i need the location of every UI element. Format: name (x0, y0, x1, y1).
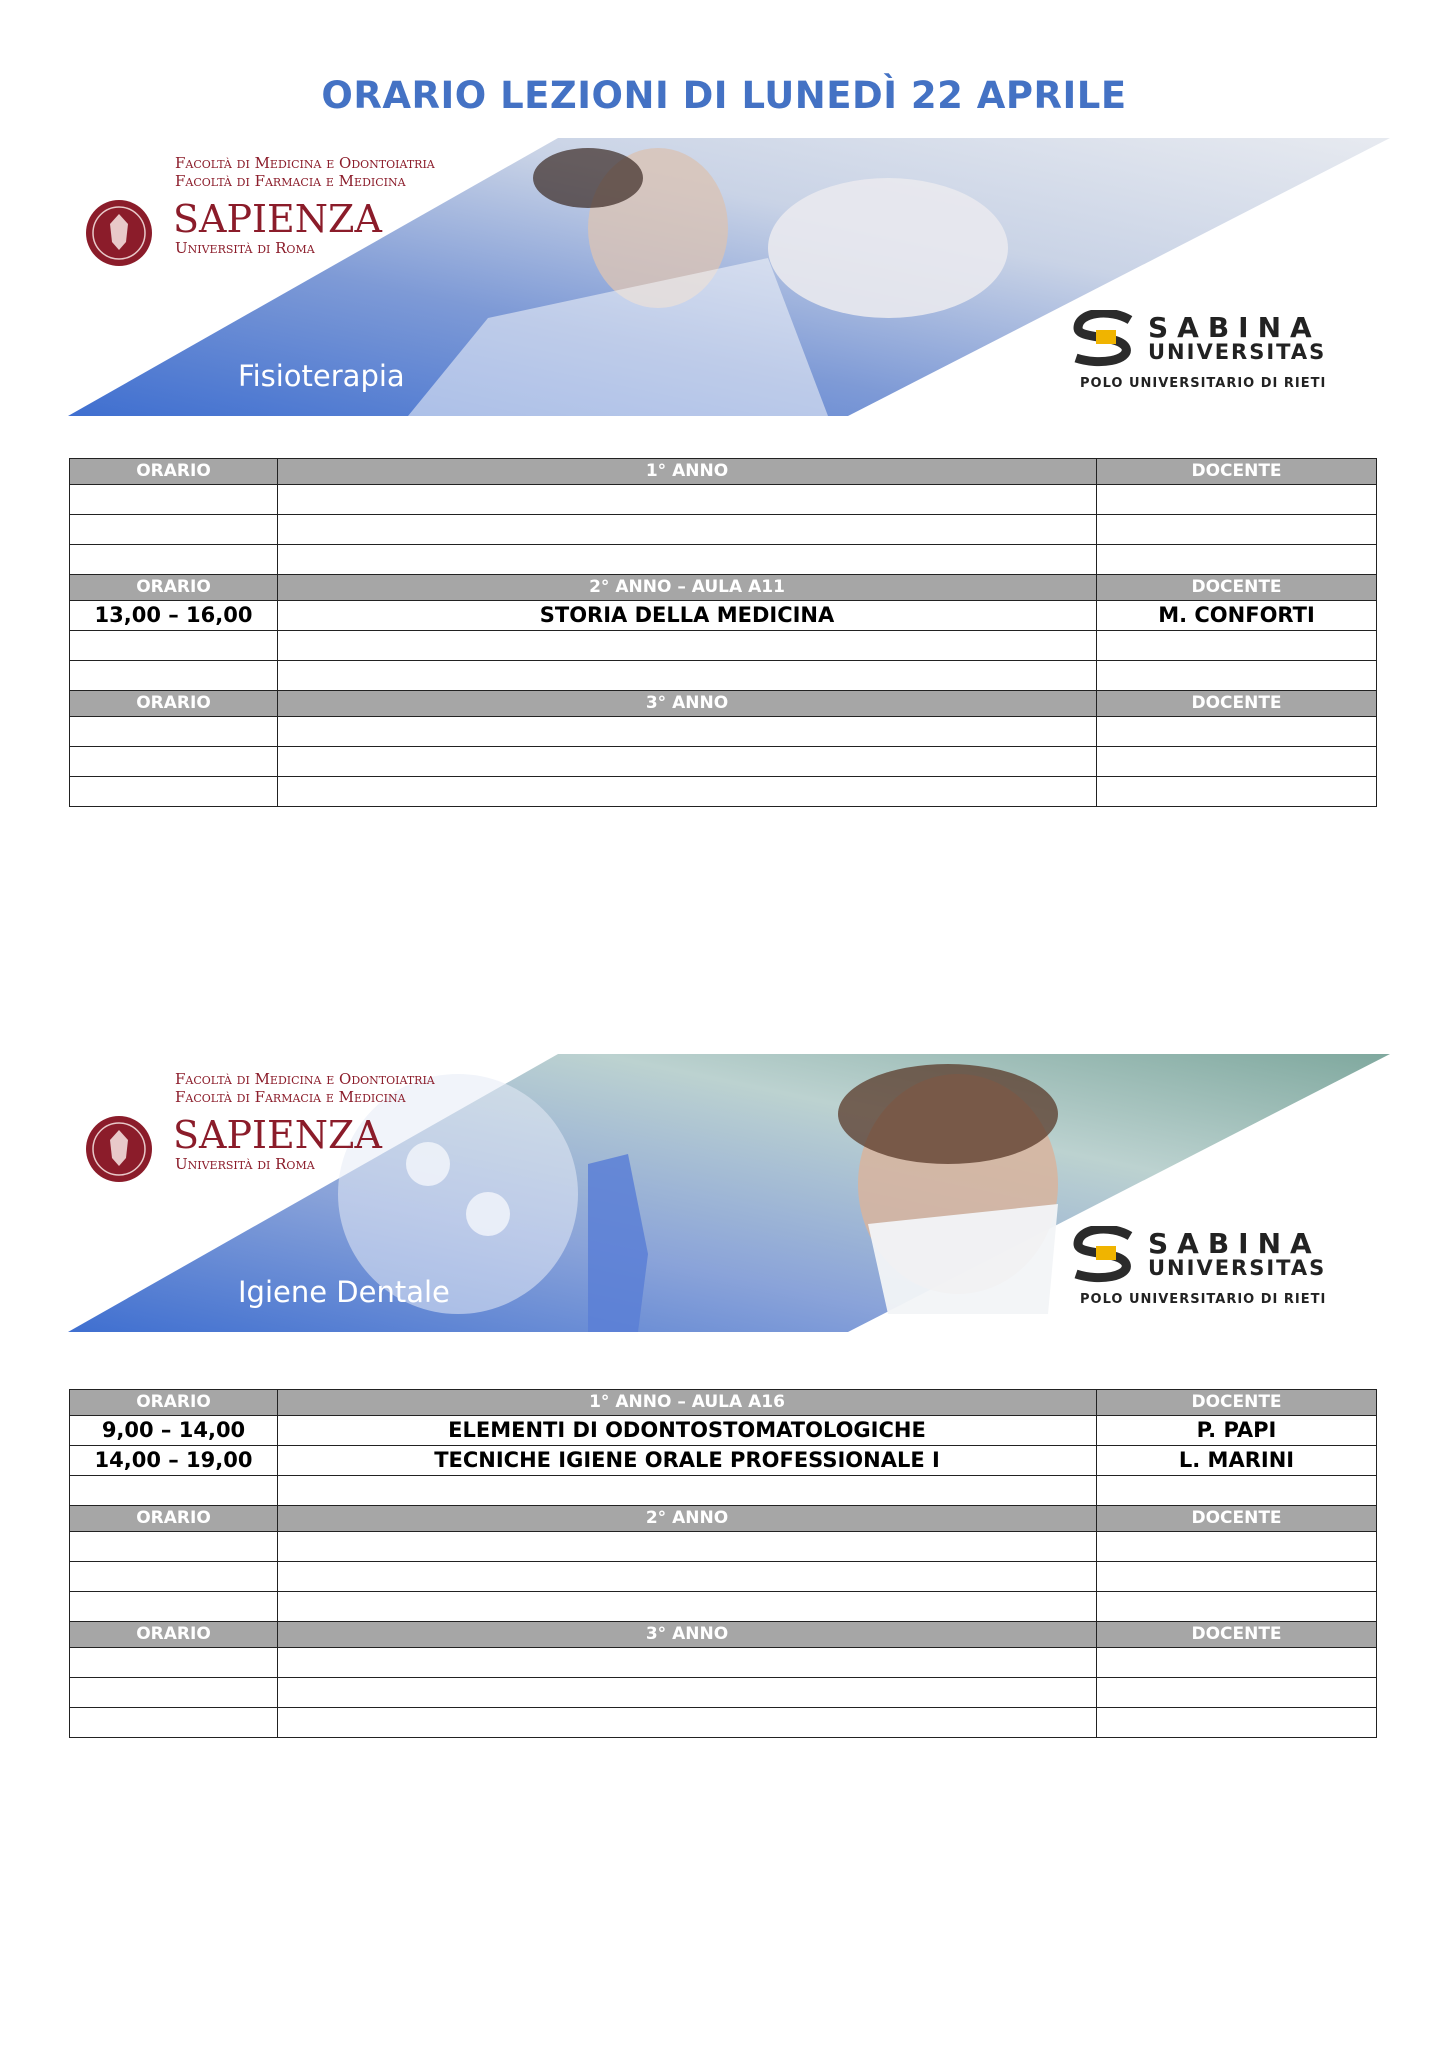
teacher-cell (1097, 631, 1377, 661)
table-row (70, 485, 1377, 515)
course-cell: ELEMENTI DI ODONTOSTOMATOLOGICHE (278, 1416, 1097, 1446)
table-row (70, 1416, 1377, 1446)
course-cell (278, 777, 1097, 807)
sapienza-subtitle: Università di Roma (175, 1155, 315, 1173)
table-row (70, 747, 1377, 777)
table-row (70, 661, 1377, 691)
time-cell: 13,00 – 16,00 (70, 601, 278, 631)
header-cell: DOCENTE (1097, 1622, 1377, 1648)
table-row (70, 717, 1377, 747)
section-header-row (70, 1622, 1377, 1648)
course-cell (278, 1708, 1097, 1738)
course-cell (278, 1678, 1097, 1708)
table-row (70, 777, 1377, 807)
faculty-line-1: Facoltà di Medicina e Odontoiatria (175, 154, 435, 172)
partner-subtitle: POLO UNIVERSITARIO DI RIETI (1080, 1292, 1327, 1307)
section-header-row (70, 575, 1377, 601)
time-cell (70, 1678, 278, 1708)
teacher-cell: L. MARINI (1097, 1446, 1377, 1476)
time-cell: 9,00 – 14,00 (70, 1416, 278, 1446)
header-cell: 3° ANNO (278, 1622, 1097, 1648)
teacher-cell (1097, 545, 1377, 575)
course-cell (278, 747, 1097, 777)
teacher-cell (1097, 661, 1377, 691)
faculty-line-1: Facoltà di Medicina e Odontoiatria (175, 1070, 435, 1088)
teacher-cell (1097, 1678, 1377, 1708)
section-header-row (70, 1390, 1377, 1416)
section-header-row (70, 1506, 1377, 1532)
table-row (70, 1532, 1377, 1562)
table-row (70, 1648, 1377, 1678)
photo-hair-shape (838, 1064, 1058, 1164)
sabina-logo-icon (1070, 1226, 1140, 1284)
sapienza-wordmark: SAPIENZA (173, 197, 382, 241)
sapienza-wordmark: SAPIENZA (173, 1113, 382, 1157)
course-cell (278, 1592, 1097, 1622)
table-row (70, 545, 1377, 575)
page-title: ORARIO LEZIONI DI LUNEDÌ 22 APRILE (321, 74, 1127, 117)
sapienza-seal-icon (86, 200, 152, 266)
time-cell (70, 717, 278, 747)
partner-name-2: UNIVERSITAS (1148, 1256, 1327, 1280)
time-cell (70, 1562, 278, 1592)
time-cell (70, 545, 278, 575)
course-name: Igiene Dentale (238, 1275, 450, 1309)
photo-lamp-light-shape (466, 1192, 510, 1236)
table-row (70, 515, 1377, 545)
teacher-cell (1097, 485, 1377, 515)
header-cell: 3° ANNO (278, 691, 1097, 717)
time-cell (70, 1648, 278, 1678)
time-cell (70, 1592, 278, 1622)
time-cell (70, 485, 278, 515)
header-cell: ORARIO (70, 1506, 278, 1532)
faculty-lines (175, 154, 435, 190)
header-cell: ORARIO (70, 691, 278, 717)
partner-name: SABINA (1148, 311, 1321, 344)
table-row (70, 1678, 1377, 1708)
course-cell: TECNICHE IGIENE ORALE PROFESSIONALE I (278, 1446, 1097, 1476)
time-cell: 14,00 – 19,00 (70, 1446, 278, 1476)
schedule-table-igiene-dentale (69, 1389, 1377, 1738)
photo-patient-shape (768, 178, 1008, 318)
banner-igiene-dentale (68, 1054, 1390, 1336)
table-row (70, 1562, 1377, 1592)
partner-name-2: UNIVERSITAS (1148, 340, 1327, 364)
sapienza-subtitle: Università di Roma (175, 239, 315, 257)
table-row (70, 1592, 1377, 1622)
course-cell (278, 717, 1097, 747)
table-row (70, 631, 1377, 661)
teacher-cell (1097, 1708, 1377, 1738)
header-cell: ORARIO (70, 1622, 278, 1648)
banner-fisioterapia (68, 138, 1390, 420)
photo-lamp-light-shape (406, 1142, 450, 1186)
section-header-row (70, 691, 1377, 717)
course-cell: STORIA DELLA MEDICINA (278, 601, 1097, 631)
header-cell: ORARIO (70, 1390, 278, 1416)
course-cell (278, 1562, 1097, 1592)
time-cell (70, 1532, 278, 1562)
teacher-cell (1097, 515, 1377, 545)
course-cell (278, 485, 1097, 515)
section-header-row (70, 459, 1377, 485)
course-cell (278, 631, 1097, 661)
header-cell: 1° ANNO (278, 459, 1097, 485)
header-cell: ORARIO (70, 575, 278, 601)
course-cell (278, 661, 1097, 691)
header-cell: 2° ANNO – AULA A11 (278, 575, 1097, 601)
schedule-table-fisioterapia (69, 458, 1377, 807)
teacher-cell (1097, 1476, 1377, 1506)
course-cell (278, 1648, 1097, 1678)
header-cell: DOCENTE (1097, 1390, 1377, 1416)
time-cell (70, 747, 278, 777)
header-cell: DOCENTE (1097, 575, 1377, 601)
header-cell: 2° ANNO (278, 1506, 1097, 1532)
header-cell: DOCENTE (1097, 691, 1377, 717)
time-cell (70, 515, 278, 545)
faculty-lines (175, 1070, 435, 1106)
photo-hair-shape (533, 148, 643, 208)
teacher-cell (1097, 747, 1377, 777)
table-row (70, 601, 1377, 631)
sabina-logo-icon (1070, 310, 1140, 368)
course-cell (278, 1532, 1097, 1562)
table-row (70, 1476, 1377, 1506)
time-cell (70, 1708, 278, 1738)
faculty-line-2: Facoltà di Farmacia e Medicina (175, 1088, 406, 1106)
time-cell (70, 777, 278, 807)
teacher-cell (1097, 717, 1377, 747)
teacher-cell (1097, 1592, 1377, 1622)
course-name: Fisioterapia (238, 359, 405, 393)
teacher-cell (1097, 1648, 1377, 1678)
time-cell (70, 661, 278, 691)
course-cell (278, 545, 1097, 575)
partner-name: SABINA (1148, 1227, 1321, 1260)
teacher-cell (1097, 1562, 1377, 1592)
course-cell (278, 515, 1097, 545)
header-cell: DOCENTE (1097, 1506, 1377, 1532)
header-cell: ORARIO (70, 459, 278, 485)
time-cell (70, 631, 278, 661)
header-cell: 1° ANNO – AULA A16 (278, 1390, 1097, 1416)
course-cell (278, 1476, 1097, 1506)
sapienza-seal-icon (86, 1116, 152, 1182)
header-cell: DOCENTE (1097, 459, 1377, 485)
partner-subtitle: POLO UNIVERSITARIO DI RIETI (1080, 376, 1327, 391)
faculty-line-2: Facoltà di Farmacia e Medicina (175, 172, 406, 190)
table-row (70, 1446, 1377, 1476)
teacher-cell (1097, 1532, 1377, 1562)
teacher-cell (1097, 777, 1377, 807)
teacher-cell: M. CONFORTI (1097, 601, 1377, 631)
time-cell (70, 1476, 278, 1506)
teacher-cell: P. PAPI (1097, 1416, 1377, 1446)
table-row (70, 1708, 1377, 1738)
